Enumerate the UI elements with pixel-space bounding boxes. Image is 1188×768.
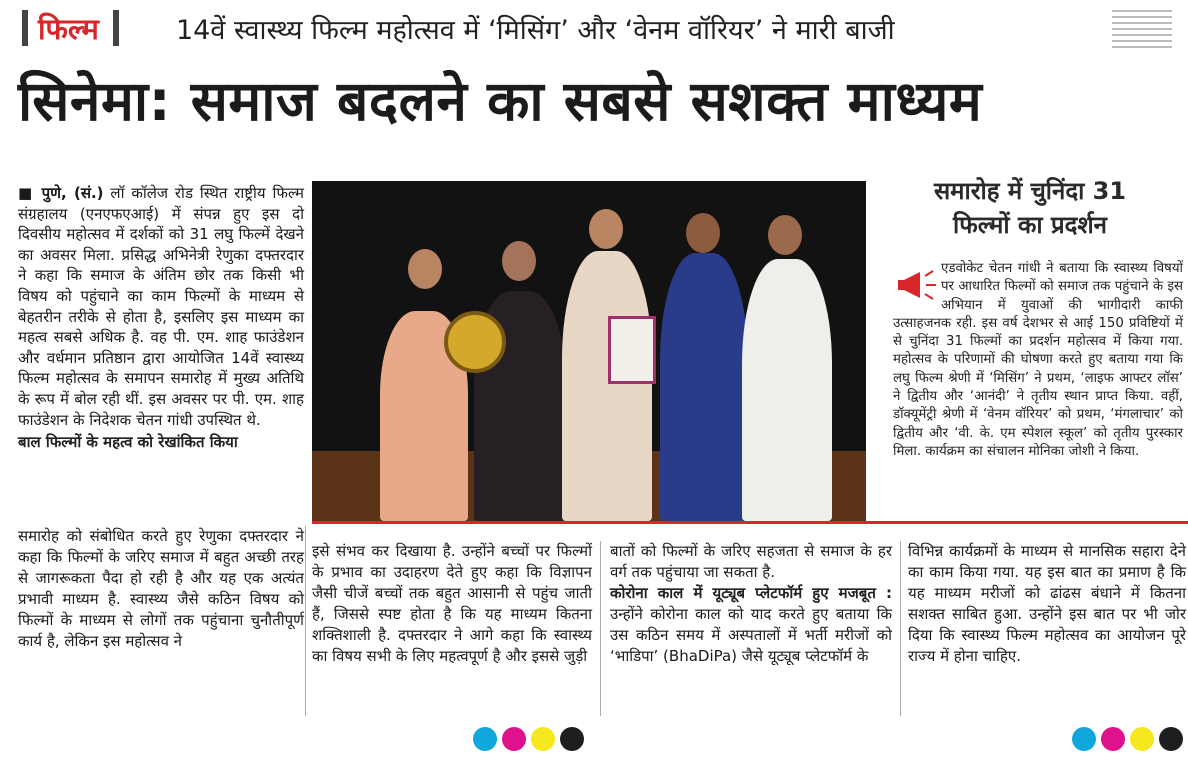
- hatch-decoration: [1112, 10, 1172, 48]
- cyan-dot: [1072, 727, 1096, 751]
- black-dot: [560, 727, 584, 751]
- dateline: ■ पुणे, (सं.): [18, 184, 104, 202]
- tag-divider: [113, 10, 119, 46]
- certificate: [608, 316, 656, 384]
- registration-marks: [473, 727, 584, 751]
- bottom-column-3: [610, 541, 892, 667]
- sidebar-body: एडवोकेट चेतन गांधी ने बताया कि स्वास्थ्य विषयों पर आधारित फिल्मों को समाज तक पहुंचाने के इस अभियान में युवाओं की भागीदारी काफी उत्साहजनक रही. इस वर्ष देशभर से आई 150 प्रविष्टियों में से चुनिंदा 31 फिल्मों का प्रदर्शन महोत्सव में किया गया. महोत्सव के परिणामों की घोषणा करते हुए बताया गया कि लघु फिल्म श्रेणी में ‘मिसिंग’ ने प्रथम, ‘लाइफ आफ्टर लॉस’ ने द्वितीय और ‘आनंदी’ ने तृतीय स्थान प्राप्त किया. वहीं, डॉक्यूमेंट्री श्रेणी में ‘वेनम वॉरियर’ को प्रथम, ‘मंगलाचार’ को द्वितीय और ‘वी. के. एम स्पेशल स्कूल’ को तृतीय पुरस्कार मिला. कार्यक्रम का संचालन मोनिका जोशी ने किया.: [893, 261, 1183, 459]
- column-subhead: कोरोना काल में यूट्यूब प्लेटफॉर्म हुए मजबूत :: [610, 584, 892, 602]
- column-rule: [600, 541, 601, 716]
- sidebar-text: [893, 260, 1183, 461]
- column-rule: [305, 526, 306, 716]
- section-tag: [22, 8, 119, 48]
- column-text: बातों को फिल्मों के जरिए सहजता से समाज के हर वर्ग तक पहुंचाया जा सकता है.: [610, 542, 892, 581]
- yellow-dot: [531, 727, 555, 751]
- headline: सिनेमा: समाज बदलने का सबसे सशक्त माध्यम: [18, 69, 983, 133]
- cyan-dot: [473, 727, 497, 751]
- black-dot: [1159, 727, 1183, 751]
- column-text: समारोह को संबोधित करते हुए रेणुका दफ्तरदार ने कहा कि फिल्मों के जरिए समाज में बहुत अच्छी तरह से जागरूकता पैदा हो रही है और यह एक अत्यंत प्रभावी माध्यम है. स्वास्थ्य जैसे कठिन विषय को फिल्मों के माध्यम से लोगों तक पहुंचाना चुनौतीपूर्ण कार्य है, लेकिन इस महोत्सव ने: [18, 527, 304, 650]
- lead-column: [18, 183, 304, 453]
- column-text: उन्होंने कोरोना काल को याद करते हुए बताया कि उस कठिन समय में अस्पतालों में भर्ती मरीजों को ‘भाडिपा’ (BhaDiPa) जैसे यूट्यूब प्लेटफॉर्म के: [610, 605, 892, 665]
- magenta-dot: [502, 727, 526, 751]
- strapline: 14वें स्वास्थ्य फिल्म महोत्सव में ‘मिसिंग’ और ‘वेनम वॉरियर’ ने मारी बाजी: [176, 15, 895, 46]
- person-head: [502, 241, 536, 281]
- bottom-column-4: [908, 541, 1186, 667]
- column-text: विभिन्न कार्यक्रमों के माध्यम से मानसिक सहारा देने का काम किया गया. यह इस बात का प्रमाण है कि यह माध्यम मरीजों को ढांढस बंधाने में कितना सशक्त साबित हुआ. उन्होंने इस बात पर भी जोर दिया कि स्वास्थ्य फिल्म महोत्सव का आयोजन पूरे राज्य में होना चाहिए.: [908, 542, 1186, 665]
- bottom-column-2: [312, 541, 592, 667]
- yellow-dot: [1130, 727, 1154, 751]
- person-figure: [562, 251, 652, 521]
- person-head: [408, 249, 442, 289]
- tag-divider: [22, 10, 28, 46]
- red-divider: [312, 521, 1188, 524]
- magenta-dot: [1101, 727, 1125, 751]
- event-photo: [312, 181, 866, 521]
- lead-text: लॉ कॉलेज रोड स्थित राष्ट्रीय फिल्म संग्रहालय (एनएफएआई) में संपन्न हुए इस दो दिवसीय महोत्सव में दर्शकों को 31 लघु फिल्में देखने का अवसर मिला. प्रसिद्ध अभिनेत्री रेणुका दफ्तरदार ने कहा कि समाज के अंतिम छोर तक किसी भी विषय को पहुंचाने का काम फिल्मों के माध्यम से बेहतरीन तरीके से होता है, इसलिए इस माध्यम का महत्व सबसे अधिक है. वह पी. एम. शाह फाउंडेशन और वर्धमान प्रतिष्ठान द्वारा आयोजित 14वें स्वास्थ्य फिल्म महोत्सव के समापन समारोह में मुख्य अतिथि के रूप में बोल रही थीं. इस अवसर पर पी. एम. शाह फाउंडेशन के निदेशक चेतन गांधी उपस्थित थे.: [18, 184, 304, 429]
- top-strap: [0, 0, 1188, 62]
- person-figure: [660, 253, 748, 521]
- icon-spacer: [893, 260, 941, 304]
- person-head: [589, 209, 623, 249]
- lead-paragraph: [18, 183, 304, 430]
- registration-marks: [1072, 727, 1183, 751]
- sidebar-title-line: समारोह में चुनिंदा 31: [933, 177, 1127, 205]
- sidebar-title: [880, 174, 1180, 242]
- lead-subhead: बाल फिल्मों के महत्व को रेखांकित किया: [18, 433, 238, 452]
- award-trophy: [444, 311, 506, 373]
- person-head: [686, 213, 720, 253]
- column-rule: [900, 541, 901, 716]
- column-paragraph: [610, 583, 892, 667]
- column-text: इसे संभव कर दिखाया है. उन्होंने बच्चों पर फिल्मों के प्रभाव का उदाहरण देते हुए कहा कि विज्ञापन जैसी चीजें बच्चों तक बहुत आसानी से पहुंच जाती हैं, जिससे स्पष्ट होता है कि यह माध्यम कितना शक्तिशाली है. दफ्तरदार ने आगे कहा कि स्वास्थ्य का विषय सभी के लिए महत्वपूर्ण है और इससे जुड़ी: [312, 542, 592, 665]
- bottom-column-1: [18, 526, 304, 652]
- section-tag-label: फिल्म: [38, 11, 99, 46]
- sidebar-title-line: फिल्मों का प्रदर्शन: [953, 211, 1107, 239]
- person-head: [768, 215, 802, 255]
- person-figure: [742, 259, 832, 521]
